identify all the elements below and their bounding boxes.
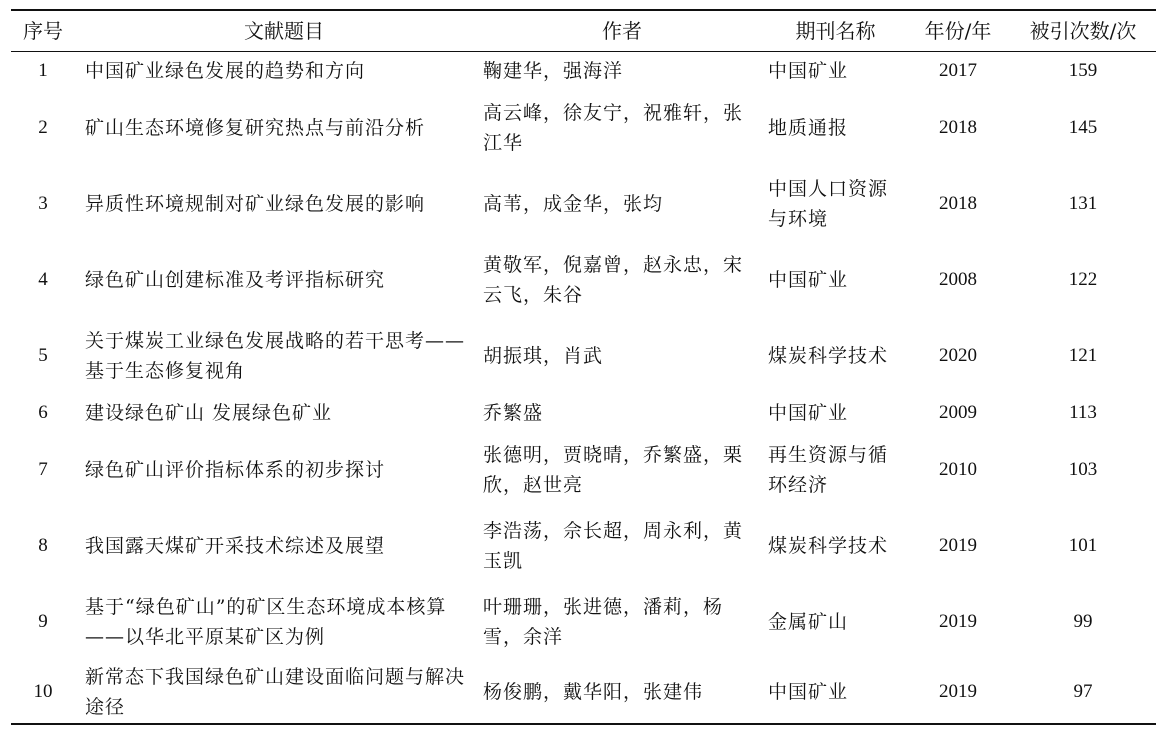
cell-journal-text: 中国矿业 bbox=[768, 680, 849, 703]
cell-year: 2020 bbox=[939, 345, 977, 366]
cell-authors-text: 杨俊鹏，戴华阳，张建伟 bbox=[483, 680, 704, 703]
cell-citations: 99 bbox=[1073, 611, 1093, 632]
header-title: 文献题目 bbox=[244, 19, 324, 43]
cell-authors bbox=[483, 660, 761, 723]
cell-citations: 101 bbox=[1068, 535, 1098, 556]
cell-citations: 113 bbox=[1069, 402, 1097, 423]
cell-authors bbox=[483, 508, 761, 584]
cell-title bbox=[85, 508, 483, 584]
cell-journal bbox=[768, 318, 903, 394]
cell-authors bbox=[483, 52, 761, 90]
header-authors: 作者 bbox=[602, 19, 642, 43]
cell-authors bbox=[483, 166, 761, 242]
cell-journal bbox=[768, 242, 903, 318]
cell-authors bbox=[483, 432, 761, 508]
cell-citations: 122 bbox=[1068, 269, 1098, 290]
table-bottom-rule bbox=[11, 723, 1156, 725]
cell-authors bbox=[483, 318, 761, 394]
cell-title-text: 矿山生态环境修复研究热点与前沿分析 bbox=[85, 117, 426, 139]
header-citations: 被引次数/次 bbox=[1029, 19, 1137, 43]
cell-journal bbox=[768, 660, 903, 723]
cell-journal-text: 煤炭科学技术 bbox=[768, 345, 889, 367]
cell-year: 2018 bbox=[939, 117, 977, 138]
cell-authors bbox=[483, 242, 761, 318]
cell-seq: 9 bbox=[38, 611, 48, 632]
cell-title bbox=[85, 166, 483, 242]
cell-title bbox=[85, 432, 483, 508]
cell-authors-text: 胡振琪，肖武 bbox=[483, 345, 604, 367]
cell-year: 2008 bbox=[939, 269, 977, 290]
cell-journal bbox=[768, 166, 903, 242]
cell-journal bbox=[768, 584, 903, 660]
table-row bbox=[11, 90, 1156, 166]
cell-authors-text: 叶珊珊，张进德，潘莉，杨雪，余洋 bbox=[483, 596, 724, 648]
cell-seq: 5 bbox=[38, 345, 48, 366]
table-header-row bbox=[11, 11, 1156, 51]
cell-title-text: 中国矿业绿色发展的趋势和方向 bbox=[85, 60, 366, 82]
cell-year: 2019 bbox=[939, 535, 977, 556]
cell-title bbox=[85, 90, 483, 166]
cell-citations: 145 bbox=[1068, 117, 1098, 138]
cell-seq: 8 bbox=[38, 535, 48, 556]
cell-title bbox=[85, 242, 483, 318]
cell-title-text: 我国露天煤矿开采技术综述及展望 bbox=[85, 535, 386, 557]
cell-seq: 7 bbox=[38, 459, 48, 480]
cell-seq: 4 bbox=[38, 269, 48, 290]
table-row bbox=[11, 432, 1156, 508]
cell-year: 2019 bbox=[939, 611, 977, 632]
cell-journal bbox=[768, 432, 903, 508]
cell-journal-text: 金属矿山 bbox=[768, 611, 849, 633]
cell-seq: 10 bbox=[33, 680, 53, 702]
cell-journal-text: 中国矿业 bbox=[768, 60, 849, 82]
cell-journal-text: 地质通报 bbox=[768, 117, 849, 139]
header-year: 年份/年 bbox=[924, 19, 992, 43]
cell-title bbox=[85, 394, 483, 432]
cell-authors-text: 鞠建华，强海洋 bbox=[483, 60, 624, 82]
cell-authors-text: 黄敬军，倪嘉曾，赵永忠，宋云飞，朱谷 bbox=[483, 254, 744, 306]
cell-authors bbox=[483, 90, 761, 166]
cell-title-text: 绿色矿山创建标准及考评指标研究 bbox=[85, 269, 386, 291]
cell-title bbox=[85, 318, 483, 394]
cell-journal-text: 中国矿业 bbox=[768, 269, 849, 291]
cell-title-text: 关于煤炭工业绿色发展战略的若干思考——基于生态修复视角 bbox=[85, 330, 466, 382]
cell-title-text: 基于“绿色矿山”的矿区生态环境成本核算——以华北平原某矿区为例 bbox=[85, 596, 447, 648]
table-row bbox=[11, 508, 1156, 584]
table-row bbox=[11, 584, 1156, 660]
cell-authors-text: 李浩荡，佘长超，周永利，黄玉凯 bbox=[483, 520, 744, 572]
cell-journal-text: 中国人口资源与环境 bbox=[768, 178, 889, 230]
cell-title-text: 新常态下我国绿色矿山建设面临问题与解决途径 bbox=[85, 665, 466, 718]
table-row bbox=[11, 52, 1156, 90]
table-row bbox=[11, 166, 1156, 242]
cell-journal bbox=[768, 52, 903, 90]
cell-year: 2019 bbox=[939, 680, 977, 702]
table-row bbox=[11, 660, 1156, 723]
cell-authors bbox=[483, 584, 761, 660]
cell-journal bbox=[768, 90, 903, 166]
cell-journal-text: 再生资源与循环经济 bbox=[768, 444, 889, 496]
header-seq: 序号 bbox=[23, 19, 63, 43]
cell-year: 2010 bbox=[939, 459, 977, 480]
table-row bbox=[11, 318, 1156, 394]
cell-year: 2009 bbox=[939, 402, 977, 423]
cell-citations: 97 bbox=[1073, 680, 1093, 702]
cell-citations: 103 bbox=[1068, 459, 1098, 480]
cell-journal-text: 煤炭科学技术 bbox=[768, 535, 889, 557]
cell-title-text: 建设绿色矿山 发展绿色矿业 bbox=[85, 402, 333, 424]
cell-citations: 159 bbox=[1068, 60, 1098, 81]
header-journal: 期刊名称 bbox=[795, 19, 876, 43]
cell-seq: 2 bbox=[38, 117, 48, 138]
cell-year: 2018 bbox=[939, 193, 977, 214]
cell-title bbox=[85, 660, 483, 723]
cell-journal bbox=[768, 508, 903, 584]
cell-authors-text: 张德明，贾晓晴，乔繁盛，栗欣，赵世亮 bbox=[483, 444, 744, 496]
cell-seq: 1 bbox=[38, 60, 48, 81]
cell-citations: 121 bbox=[1068, 345, 1098, 366]
cell-title-text: 绿色矿山评价指标体系的初步探讨 bbox=[85, 459, 386, 481]
cell-journal bbox=[768, 394, 903, 432]
cell-seq: 6 bbox=[38, 402, 48, 423]
cell-title-text: 异质性环境规制对矿业绿色发展的影响 bbox=[85, 193, 426, 215]
cell-title bbox=[85, 52, 483, 90]
cell-journal-text: 中国矿业 bbox=[768, 402, 849, 424]
table-row bbox=[11, 242, 1156, 318]
cell-title bbox=[85, 584, 483, 660]
cell-year: 2017 bbox=[939, 60, 977, 81]
cell-authors-text: 高苇，成金华，张均 bbox=[483, 193, 664, 215]
cell-authors-text: 乔繁盛 bbox=[483, 402, 544, 424]
cell-citations: 131 bbox=[1068, 193, 1098, 214]
cell-seq: 3 bbox=[38, 193, 48, 214]
cell-authors bbox=[483, 394, 761, 432]
cell-authors-text: 高云峰，徐友宁，祝雅轩，张江华 bbox=[483, 102, 744, 154]
table-row bbox=[11, 394, 1156, 432]
